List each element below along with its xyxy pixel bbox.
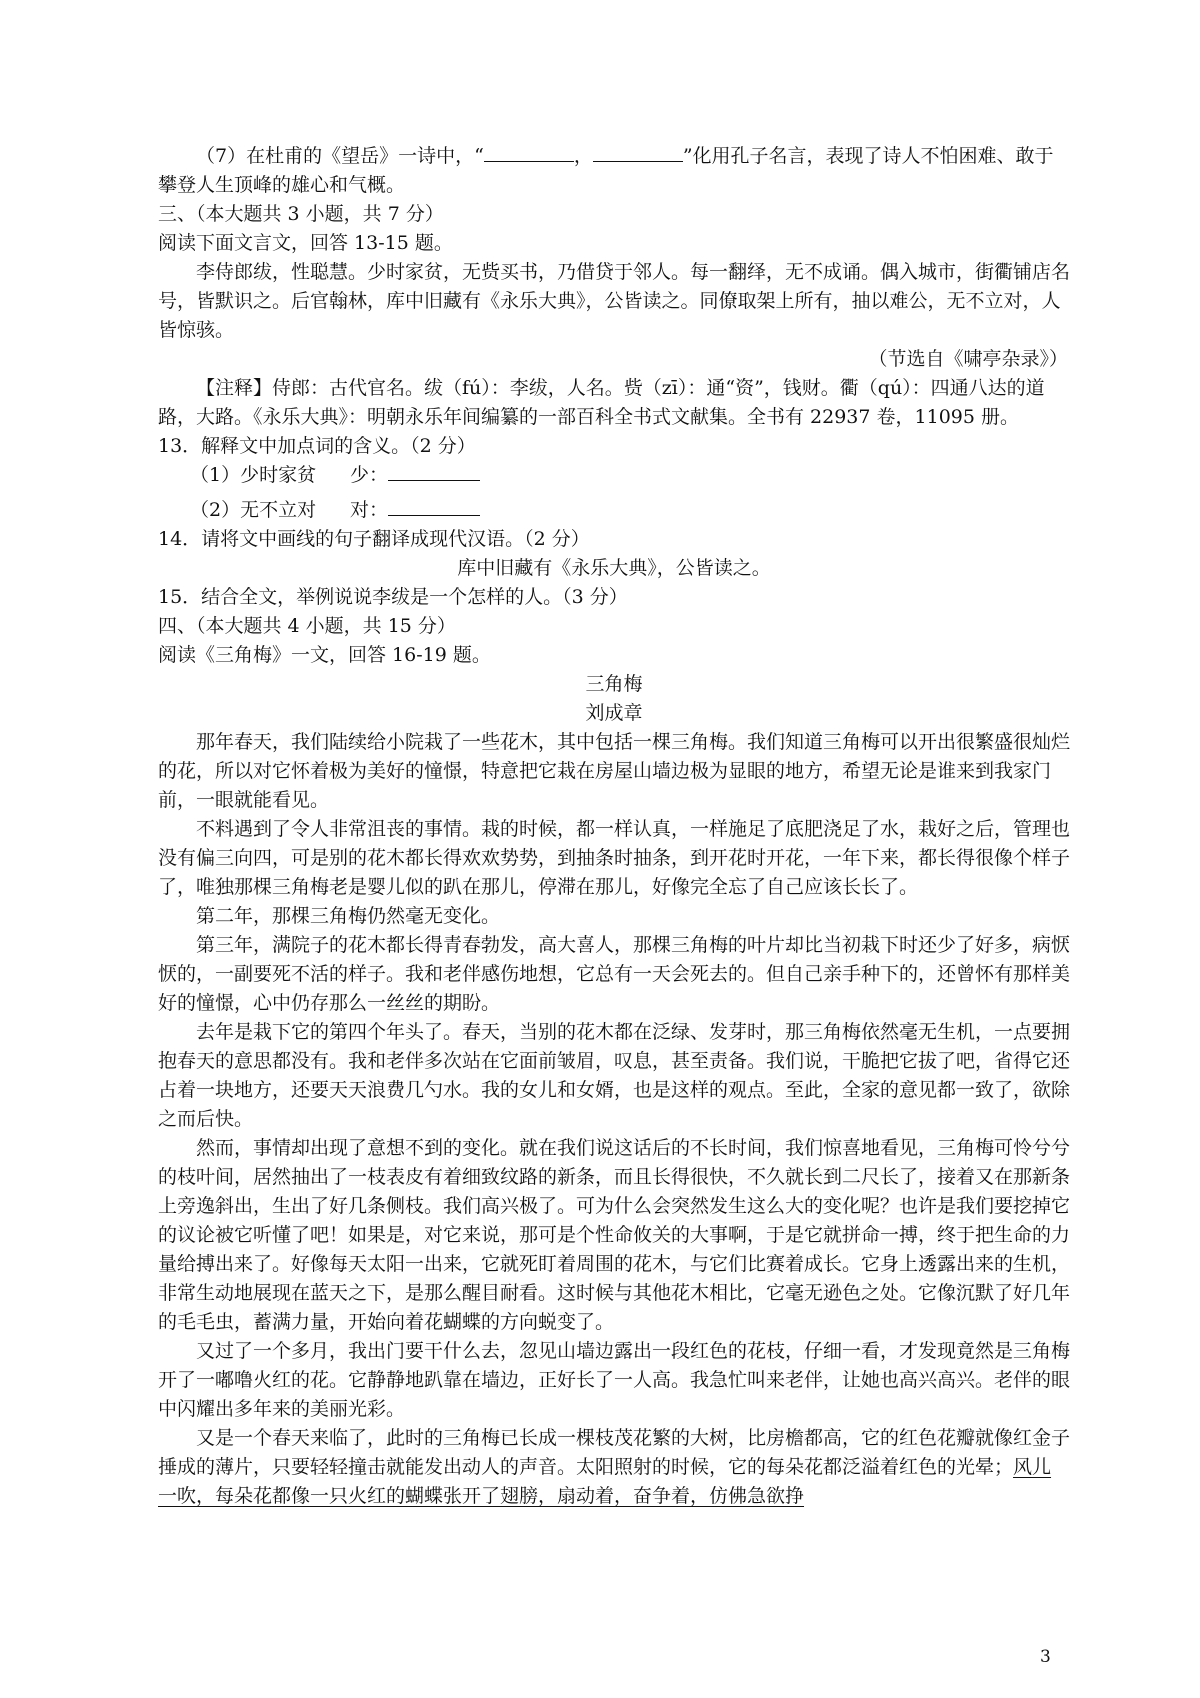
exam-page — [158, 142, 1070, 1511]
essay-paragraph: 第二年，那棵三角梅仍然毫无变化。 — [196, 905, 501, 927]
section-3-heading: 三、（本大题共 3 小题，共 7 分） — [158, 203, 444, 225]
question-14: 14．请将文中画线的句子翻译成现代汉语。（2 分） — [158, 528, 590, 550]
question-13-item: （2）无不立对 对： — [158, 496, 1070, 525]
passage-note: 【注释】侍郎：古代官名。绂（fú）：李绂，人名。赀（zī）：通“资”，钱财。衢（qú）：四通八达的道路，大路。《永乐大典》：明朝永乐年间编纂的一部百科全书式文献集。全书有 22937 卷，11095 册。 — [158, 377, 1045, 428]
passage-source: （节选自《啸亭杂录》） — [868, 348, 1068, 370]
essay-paragraph: 那年春天，我们陆续给小院栽了一些花木，其中包括一棵三角梅。我们知道三角梅可以开出很繁盛很灿烂的花，所以对它怀着极为美好的憧憬，特意把它栽在房屋山墙边极为显眼的地方，希望无论是谁来到我家门前，一眼就能看见。 — [158, 731, 1071, 811]
essay-author: 刘成章 — [585, 702, 643, 724]
section-4-instruction: 阅读《三角梅》一文，回答 16-19 题。 — [158, 644, 491, 666]
question-13-item: （1）少时家贫 少： — [158, 461, 1070, 490]
answer-blank-13-1[interactable] — [388, 462, 480, 481]
essay-paragraph: 又过了一个多月，我出门要干什么去，忽见山墙边露出一段红色的花枝，仔细一看，才发现竟然是三角梅开了一嘟噜火红的花。它静静地趴靠在墙边，正好长了一人高。我急忙叫来老伴，让她也高兴高兴。老伴的眼中闪耀出多年来的美丽光彩。 — [158, 1340, 1071, 1420]
essay-paragraph: 第三年，满院子的花木都长得青春勃发，高大喜人，那棵三角梅的叶片却比当初栽下时还少了好多，病恹恹的，一副要死不活的样子。我和老伴感伤地想，它总有一天会死去的。但自己亲手种下的，还曾怀有那样美好的憧憬，心中仍存那么一丝丝的期盼。 — [158, 934, 1071, 1014]
question-14-sentence: 库中旧藏有《永乐大典》，公皆读之。 — [457, 557, 771, 579]
section-3-instruction: 阅读下面文言文，回答 13-15 题。 — [158, 232, 453, 254]
section-4-heading: 四、（本大题共 4 小题，共 15 分） — [158, 615, 456, 637]
question-15: 15．结合全文，举例说说李绂是一个怎样的人。（3 分） — [158, 586, 628, 608]
classical-passage: 李侍郎绂，性聪慧。少时家贫，无赀买书，乃借贷于邻人。每一翻绎，无不成诵。偶入城市，街衢铺店名号，皆默识之。后官翰林，库中旧藏有《永乐大典》，公皆读之。同僚取架上所有，抽以难公，无不立对，人皆惊骇。 — [158, 261, 1071, 341]
question-13: 13．解释文中加点词的含义。（2 分） — [158, 435, 476, 457]
essay-paragraph: 不料遇到了令人非常沮丧的事情。栽的时候，都一样认真，一样施足了底肥浇足了水，栽好之后，管理也没有偏三向四，可是别的花木都长得欢欢势势，到抽条时抽条，到开花时开花，一年下来，都长得很像个样子了，唯独那棵三角梅老是婴儿似的趴在那儿，停滞在那儿，好像完全忘了自己应该长长了。 — [158, 818, 1071, 898]
question-7: （7）在杜甫的《望岳》一诗中，“ ， ”化用孔子名言，表现了诗人不怕困难、敢于攀登人生顶峰的雄心和气概。 — [158, 145, 1054, 196]
essay-paragraph: 然而，事情却出现了意想不到的变化。就在我们说这话后的不长时间，我们惊喜地看见，三角梅可怜兮兮的枝叶间，居然抽出了一枝表皮有着细致纹路的新条，而且长得很快，不久就长到二尺长了，接着又在那新条上旁逸斜出，生出了好几条侧枝。我们高兴极了。可为什么会突然发生这么大的变化呢？也许是我们要挖掉它的议论被它听懂了吧！如果是，对它来说，那可是个性命攸关的大事啊，于是它就拼命一搏，终于把生命的力量给搏出来了。好像每天太阳一出来，它就死盯着周围的花木，与它们比赛着成长。它身上透露出来的生机，非常生动地展现在蓝天之下，是那么醒目耐看。这时候与其他花木相比，它毫无逊色之处。它像沉默了好几年的毛毛虫，蓄满力量，开始向着花蝴蝶的方向蜕变了。 — [158, 1137, 1071, 1333]
answer-blank-1[interactable] — [484, 143, 574, 162]
essay-title: 三角梅 — [585, 673, 643, 695]
underlined-sentence: 风儿一吹，每朵花都像一只火红的蝴蝶张开了翅膀，扇动着，奋争着，仿佛急欲挣 — [158, 1456, 1052, 1507]
page-number: 3 — [1040, 1647, 1051, 1667]
essay-paragraph: 去年是栽下它的第四个年头了。春天，当别的花木都在泛绿、发芽时，那三角梅依然毫无生机，一点要拥抱春天的意思都没有。我和老伴多次站在它面前皱眉，叹息，甚至责备。我们说，干脆把它拔了吧，省得它还占着一块地方，还要天天浪费几勺水。我的女儿和女婿，也是这样的观点。至此，全家的意见都一致了，欲除之而后快。 — [158, 1021, 1071, 1130]
answer-blank-2[interactable] — [593, 143, 683, 162]
answer-blank-13-2[interactable] — [388, 497, 480, 516]
essay-paragraph: 又是一个春天来临了，此时的三角梅已长成一棵枝茂花繁的大树，比房檐都高，它的红色花瓣就像红金子捶成的薄片，只要轻轻撞击就能发出动人的声音。太阳照射的时候，它的每朵花都泛溢着红色的光晕；风儿一吹，每朵花都像一只火红的蝴蝶张开了翅膀，扇动着，奋争着，仿佛急欲挣 — [158, 1427, 1071, 1507]
